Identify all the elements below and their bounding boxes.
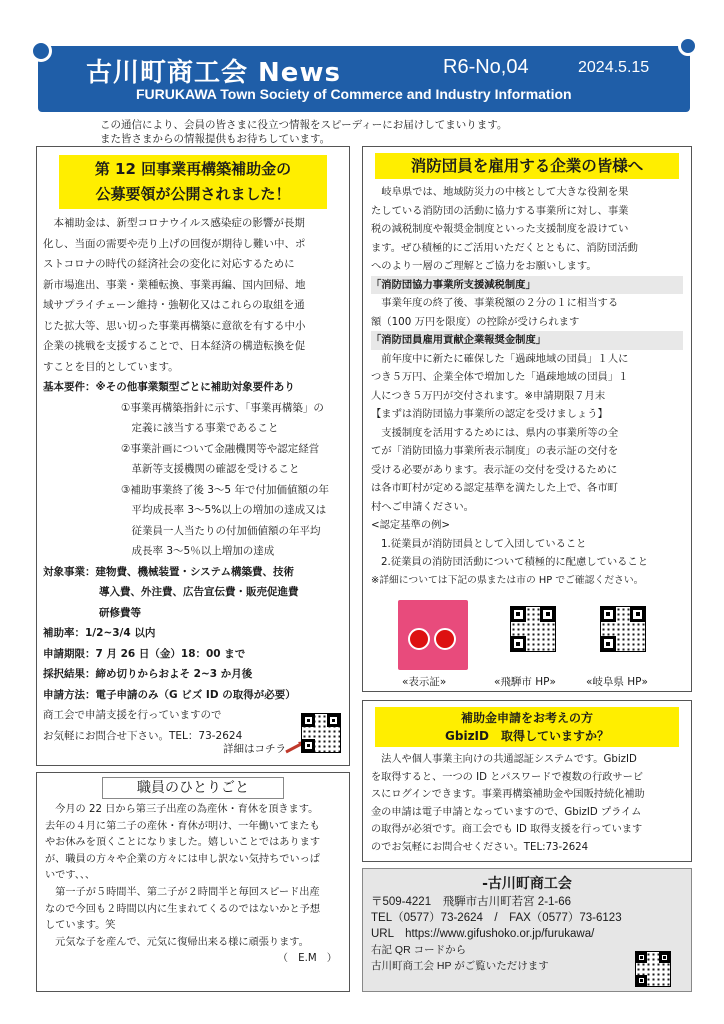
gifu-pref-qr-code[interactable] [600, 606, 646, 652]
issue-number: R6-No,04 [443, 56, 529, 78]
body-line: へのより一層のご理解とご協力をお願いします。 [371, 260, 597, 272]
hida-city-qr-code[interactable] [510, 606, 556, 652]
body-line: 事業年度の終了後、事業税額の２分の１に相当する [371, 297, 619, 309]
support-text: お気軽にお問合せ下さい。TEL：73-2624 [43, 729, 243, 742]
body-line: 前年度中に新たに確保した「過疎地域の団員」１人に [371, 352, 629, 365]
body-line: てが「消防団協力事業所表示制度」の表示証の交付を [371, 445, 619, 457]
subsidy-heading-line: 第 12 回事業再構築補助金の [94, 160, 292, 178]
website-link[interactable]: URL https://www.gifushoko.or.jp/furukawa/ [371, 928, 595, 940]
firefighter-body [363, 183, 691, 590]
target-line: 研修費等 [99, 606, 141, 619]
body-line: しています。笑 [45, 920, 116, 932]
target-line: 導入費、外注費、広告宣伝費・販売促進費 [99, 586, 299, 598]
body-line: 企業の挑戦を支援することで、日本経済の構造転換を促 [43, 340, 306, 352]
subsidy-rate: 補助率：1/2~3/4 以内 [43, 627, 156, 639]
body-line: 金の申請は電子申請となっていますので、GbizID プライム [371, 806, 642, 818]
criteria-item: 2.従業員の消防団活動について積極的に配慮していること [381, 556, 649, 568]
intro-line: また皆さまからの情報提供もお待ちしています。 [100, 133, 331, 145]
body-line: を取得すると、一つの ID とパスワードで複数の行政サービ [371, 771, 644, 783]
requirement-line: 革新等支援機関の確認を受けること [121, 463, 300, 475]
body-line: 今月の 22 日から第三子出産の為産休・育休を頂きます。 [45, 804, 319, 815]
reward-heading: 「消防団員雇用貢献企業報奨金制度」 [371, 331, 683, 350]
body-line: の取得が必須です。商工会でも ID 取得支援を行っています [371, 824, 643, 835]
requirement-line: ③補助事業終了後 3～5 年で付加価値額の年 [121, 483, 329, 496]
newsletter-title: 古川町商工会 News [86, 58, 341, 88]
subsidy-article [36, 146, 350, 766]
body-line: 受ける必要があります。表示証の交付を受けるために [371, 463, 618, 476]
staff-note-heading: 職員のひとりごと [102, 777, 284, 799]
gbizid-heading [375, 707, 679, 747]
org-name: -古川町商工会 [482, 876, 572, 892]
gbizid-heading-line: GbizID 取得していますか？ [445, 729, 609, 743]
scroll-ornament-left [30, 40, 52, 62]
body-line: 法人や個人事業主向けの共通認証システムです。GbizID [371, 754, 637, 765]
issue-date: 2024.5.15 [578, 59, 650, 76]
body-line: 本補助金は、新型コロナウイルス感染症の影響が長期 [43, 217, 305, 229]
body-line: なので今回も２時間以内に生まれてくるのではないかと予想 [45, 903, 321, 915]
body-line: すことを目的としています。 [43, 360, 179, 373]
header-banner [38, 46, 690, 112]
body-line: たしている消防団の活動に協力する事業所に対し、事業 [371, 204, 629, 217]
body-line: 域サプライチェーン維持・強靭化又はこれらの取組を通 [43, 299, 305, 311]
criteria-label: <認定基準の例> [371, 519, 451, 531]
qr-note: 右記 QR コードから [371, 944, 467, 956]
note: ※詳細については下記の県または市の HP でご確認ください。 [371, 574, 644, 586]
address: 〒509-4221 飛騨市古川町若宮 2-1-66 [371, 896, 572, 908]
body-line: 第一子が５時間半、第二子が２時間半と毎回スピード出産 [45, 886, 320, 898]
body-line: ストコロナの時代の経済社会の変化に対応するために [43, 258, 295, 270]
subsidy-heading-line: 公募要領が公開されました！ [95, 185, 291, 203]
body-line: 去年の４月に第二子の産休・育休が明け、一年働いてまたも [45, 820, 320, 832]
subsidy-body [37, 213, 349, 746]
staff-note [36, 772, 350, 992]
gbizid-article [362, 700, 692, 862]
body-line: 村へご申請ください。 [371, 500, 474, 513]
body-line: 人につき５万円が交付されます。※申請期限７月末 [371, 389, 606, 402]
staff-note-body [37, 799, 349, 968]
requirement-line: ①事業再構築指針に示す、「事業再構築」の [121, 401, 324, 414]
intro-text [100, 118, 507, 146]
body-line: ます。ぜひ積極的にご活用いただくとともに、消防団活動 [371, 241, 638, 254]
target-label: 対象事業：建物費、機械装置・システム構築費、技術 [43, 565, 294, 578]
requirement-line: ②事業計画について金融機関等や認定経営 [121, 442, 320, 455]
body-line: じた拡大等、思い切った事業再構築に意欲を有する中小 [43, 319, 306, 332]
support-text: 商工会で申請支援を行っていますので [43, 709, 222, 721]
body-line: いです、、、 [45, 870, 96, 882]
image-caption: «飛騨市 HP» [494, 676, 556, 688]
body-line: つき５万円、企業全体で増加した「過疎地域の団員」１ [371, 371, 629, 383]
body-line: は各市町村が定める認定基準を満たした上で、各市町 [371, 482, 618, 494]
requirement-line: 従業員一人当たりの付加価値額の年平均 [121, 524, 321, 537]
body-line: 額（100 万円を限度）の控除が受けられます [371, 315, 580, 328]
body-line: 税の減税制度や報奨金制度といった支援制度を設けてい [371, 223, 629, 235]
body-line: 岐阜県では、地域防災力の中核として大きな役割を果 [371, 186, 629, 198]
subsidy-qr-code[interactable] [301, 713, 341, 753]
image-caption: «表示証» [402, 676, 447, 688]
author-sign: （ E.M ） [277, 953, 337, 965]
gbizid-heading-line: 補助金申請をお考えの方 [460, 711, 593, 725]
phone-fax: TEL（0577）73-2624 / FAX（0577）73-6123 [371, 912, 622, 924]
body-line: 【まずは消防団協力事業所の認定を受けましょう】 [371, 408, 608, 420]
criteria-item: 1.従業員が消防団員として入団していること [381, 537, 587, 550]
gbizid-body [363, 751, 691, 856]
shokokai-qr-code[interactable] [635, 951, 671, 987]
application-deadline: 申請期限：7 月 26 日（金）18：00 まで [43, 647, 246, 660]
body-line: 支援制度を活用するためには、県内の事業所等の全 [371, 426, 619, 439]
cooperation-sign-image [398, 600, 468, 670]
selection-result: 採択結果：締め切りからおよそ 2~3 か月後 [43, 668, 253, 680]
newsletter-subtitle: FURUKAWA Town Society of Commerce and Industry Information [136, 86, 572, 102]
qr-note: 古川町商工会 HP がご覧いただけます [371, 960, 549, 972]
body-line: のでお気軽にお問合せください。TEL:73-2624 [371, 841, 589, 853]
tax-heading: 「消防団協力事業所支援減税制度」 [371, 276, 683, 295]
body-line: スにログインできます。事業再構築補助金や国販持続化補助 [371, 789, 645, 800]
body-line: 化し、当面の需要や売り上げの回復が期待し難い中、ポ [43, 237, 306, 250]
intro-line: この通信により、会員の皆さまに役立つ情報をスピーディーにお届けしてまいります。 [100, 119, 508, 131]
requirement-line: 成長率 3～5％以上増加の達成 [121, 545, 275, 557]
body-line: 新市場進出、事業・業種転換、事業再編、国内回帰、地 [43, 278, 306, 291]
requirement-line: 定義に該当する事業であること [121, 422, 279, 434]
contact-info [362, 868, 692, 992]
subsidy-heading [59, 155, 327, 209]
requirement-line: 平均成長率 3～5%以上の増加の達成又は [121, 504, 327, 516]
body-line: 元気な子を産んで、元気に復帰出来る様に頑張ります。 [45, 936, 309, 948]
body-line: が、職員の方々や企業の方々には申し訳ない気持ちでいっぱ [45, 853, 320, 865]
image-caption: «岐阜県 HP» [586, 676, 648, 688]
details-label: 詳細はコチラ [223, 743, 286, 755]
requirements-label: 基本要件：※その他事業類型ごとに補助対象要件あり [43, 381, 295, 393]
firefighter-heading: 消防団員を雇用する企業の皆様へ [375, 153, 679, 179]
body-line: やお休みを頂くことになりました。嬉しいことではあります [45, 837, 321, 849]
scroll-ornament-right [678, 36, 698, 56]
application-method: 申請方法：電子申請のみ（G ビズ ID の取得が必要） [43, 688, 296, 701]
